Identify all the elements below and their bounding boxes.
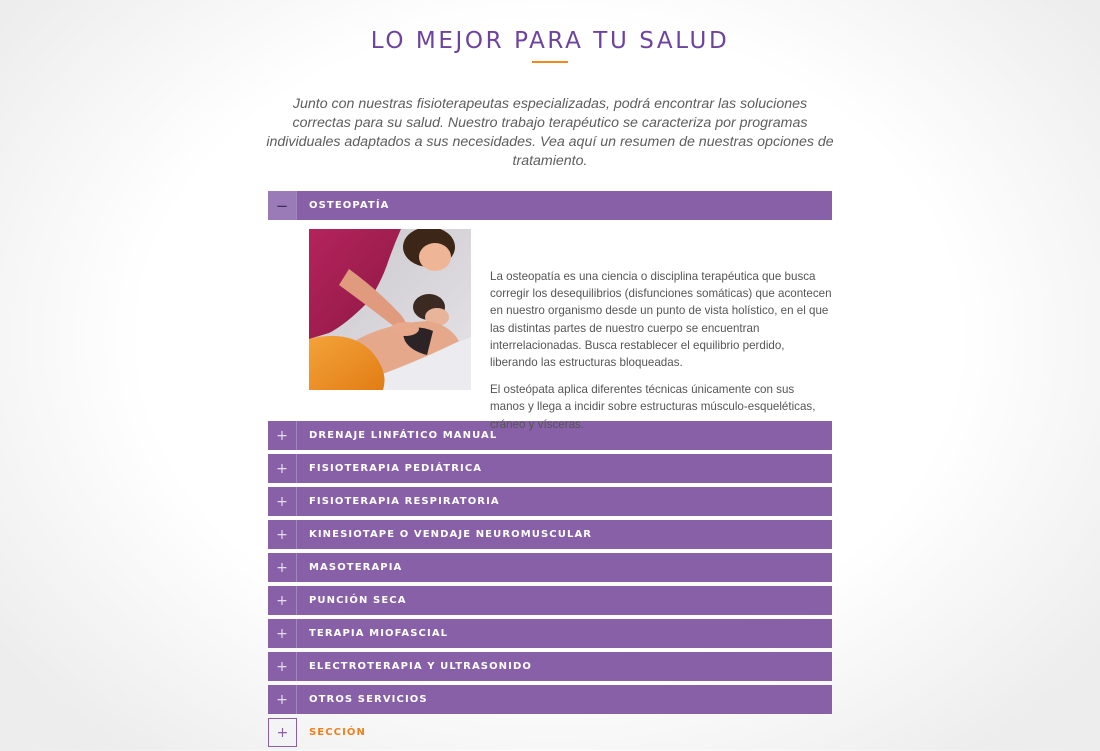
accordion-label: FISIOTERAPIA RESPIRATORIA [309, 496, 500, 507]
accordion-item [268, 586, 832, 615]
accordion-label: OSTEOPATÍA [309, 200, 390, 211]
plus-icon[interactable]: + [268, 685, 297, 714]
accordion-label: PUNCIÓN SECA [309, 595, 407, 606]
accordion-label: MASOTERAPIA [309, 562, 403, 573]
accordion-header[interactable] [268, 454, 832, 483]
accordion-label: OTROS SERVICIOS [309, 694, 428, 705]
accordion-item-seccion [268, 718, 832, 747]
accordion-item [268, 520, 832, 549]
accordion-header[interactable] [268, 652, 832, 681]
intro-text: Junto con nuestras fisioterapeutas especializadas, podrá encontrar las soluciones correctas para su salud. Nuestro trabajo terapéutico se caracteriza por programas individuales adaptados a sus necesidades. Vea aquí un resumen de nuestras opciones de tratamiento. [266, 96, 834, 169]
plus-icon[interactable]: + [268, 619, 297, 648]
plus-icon[interactable]: + [268, 586, 297, 615]
description-paragraph: La osteopatía es una ciencia o disciplina terapéutica que busca corregir los desequilibrios (disfunciones somáticas) que acontecen en nuestro organismo desde un punto de vista holístico, en el que las distintas partes de nuestro cuerpo se encuentran interrelacionadas. Busca restablecer el equilibrio perdido, liberando las estructuras bloqueadas. [490, 270, 832, 370]
accordion-header[interactable] [268, 685, 832, 714]
accordion-item [268, 685, 832, 714]
accordion-item [268, 619, 832, 648]
plus-icon[interactable]: + [268, 718, 297, 747]
page-title: LO MEJOR PARA TU SALUD [370, 28, 730, 54]
accordion-item-osteopatia [268, 191, 832, 431]
plus-icon[interactable]: + [268, 520, 297, 549]
accordion-header[interactable] [268, 520, 832, 549]
accordion-header[interactable] [268, 619, 832, 648]
plus-icon[interactable]: + [268, 553, 297, 582]
accordion-item [268, 652, 832, 681]
accordion-label: TERAPIA MIOFASCIAL [309, 628, 449, 639]
osteopathy-description [490, 268, 832, 443]
plus-icon[interactable]: + [268, 487, 297, 516]
osteopathy-treatment-photo [309, 229, 471, 390]
accordion-label: FISIOTERAPIA PEDIÁTRICA [309, 463, 483, 474]
accordion-item [268, 487, 832, 516]
accordion-label: SECCIÓN [309, 727, 367, 738]
accordion-panel-osteopatia [268, 220, 832, 431]
treatments-accordion [268, 191, 832, 751]
plus-icon[interactable]: + [268, 454, 297, 483]
minus-icon[interactable]: − [268, 191, 297, 220]
accordion-header-seccion[interactable] [268, 718, 832, 747]
accordion-label: KINESIOTAPE O VENDAJE NEUROMUSCULAR [309, 529, 593, 540]
title-underline [532, 61, 568, 63]
accordion-header-osteopatia[interactable] [268, 191, 832, 220]
accordion-label: DRENAJE LINFÁTICO MANUAL [309, 430, 498, 441]
plus-icon[interactable]: + [268, 421, 297, 450]
accordion-item [268, 454, 832, 483]
plus-icon[interactable]: + [268, 652, 297, 681]
description-paragraph: El osteópata aplica diferentes técnicas únicamente con sus manos y llega a incidir sobre estructuras músculo-esqueléticas, cráneo y vísceras. [490, 383, 816, 431]
accordion-label: ELECTROTERAPIA Y ULTRASONIDO [309, 661, 532, 672]
accordion-item [268, 553, 832, 582]
accordion-header[interactable] [268, 586, 832, 615]
accordion-header[interactable] [268, 487, 832, 516]
accordion-header[interactable] [268, 553, 832, 582]
